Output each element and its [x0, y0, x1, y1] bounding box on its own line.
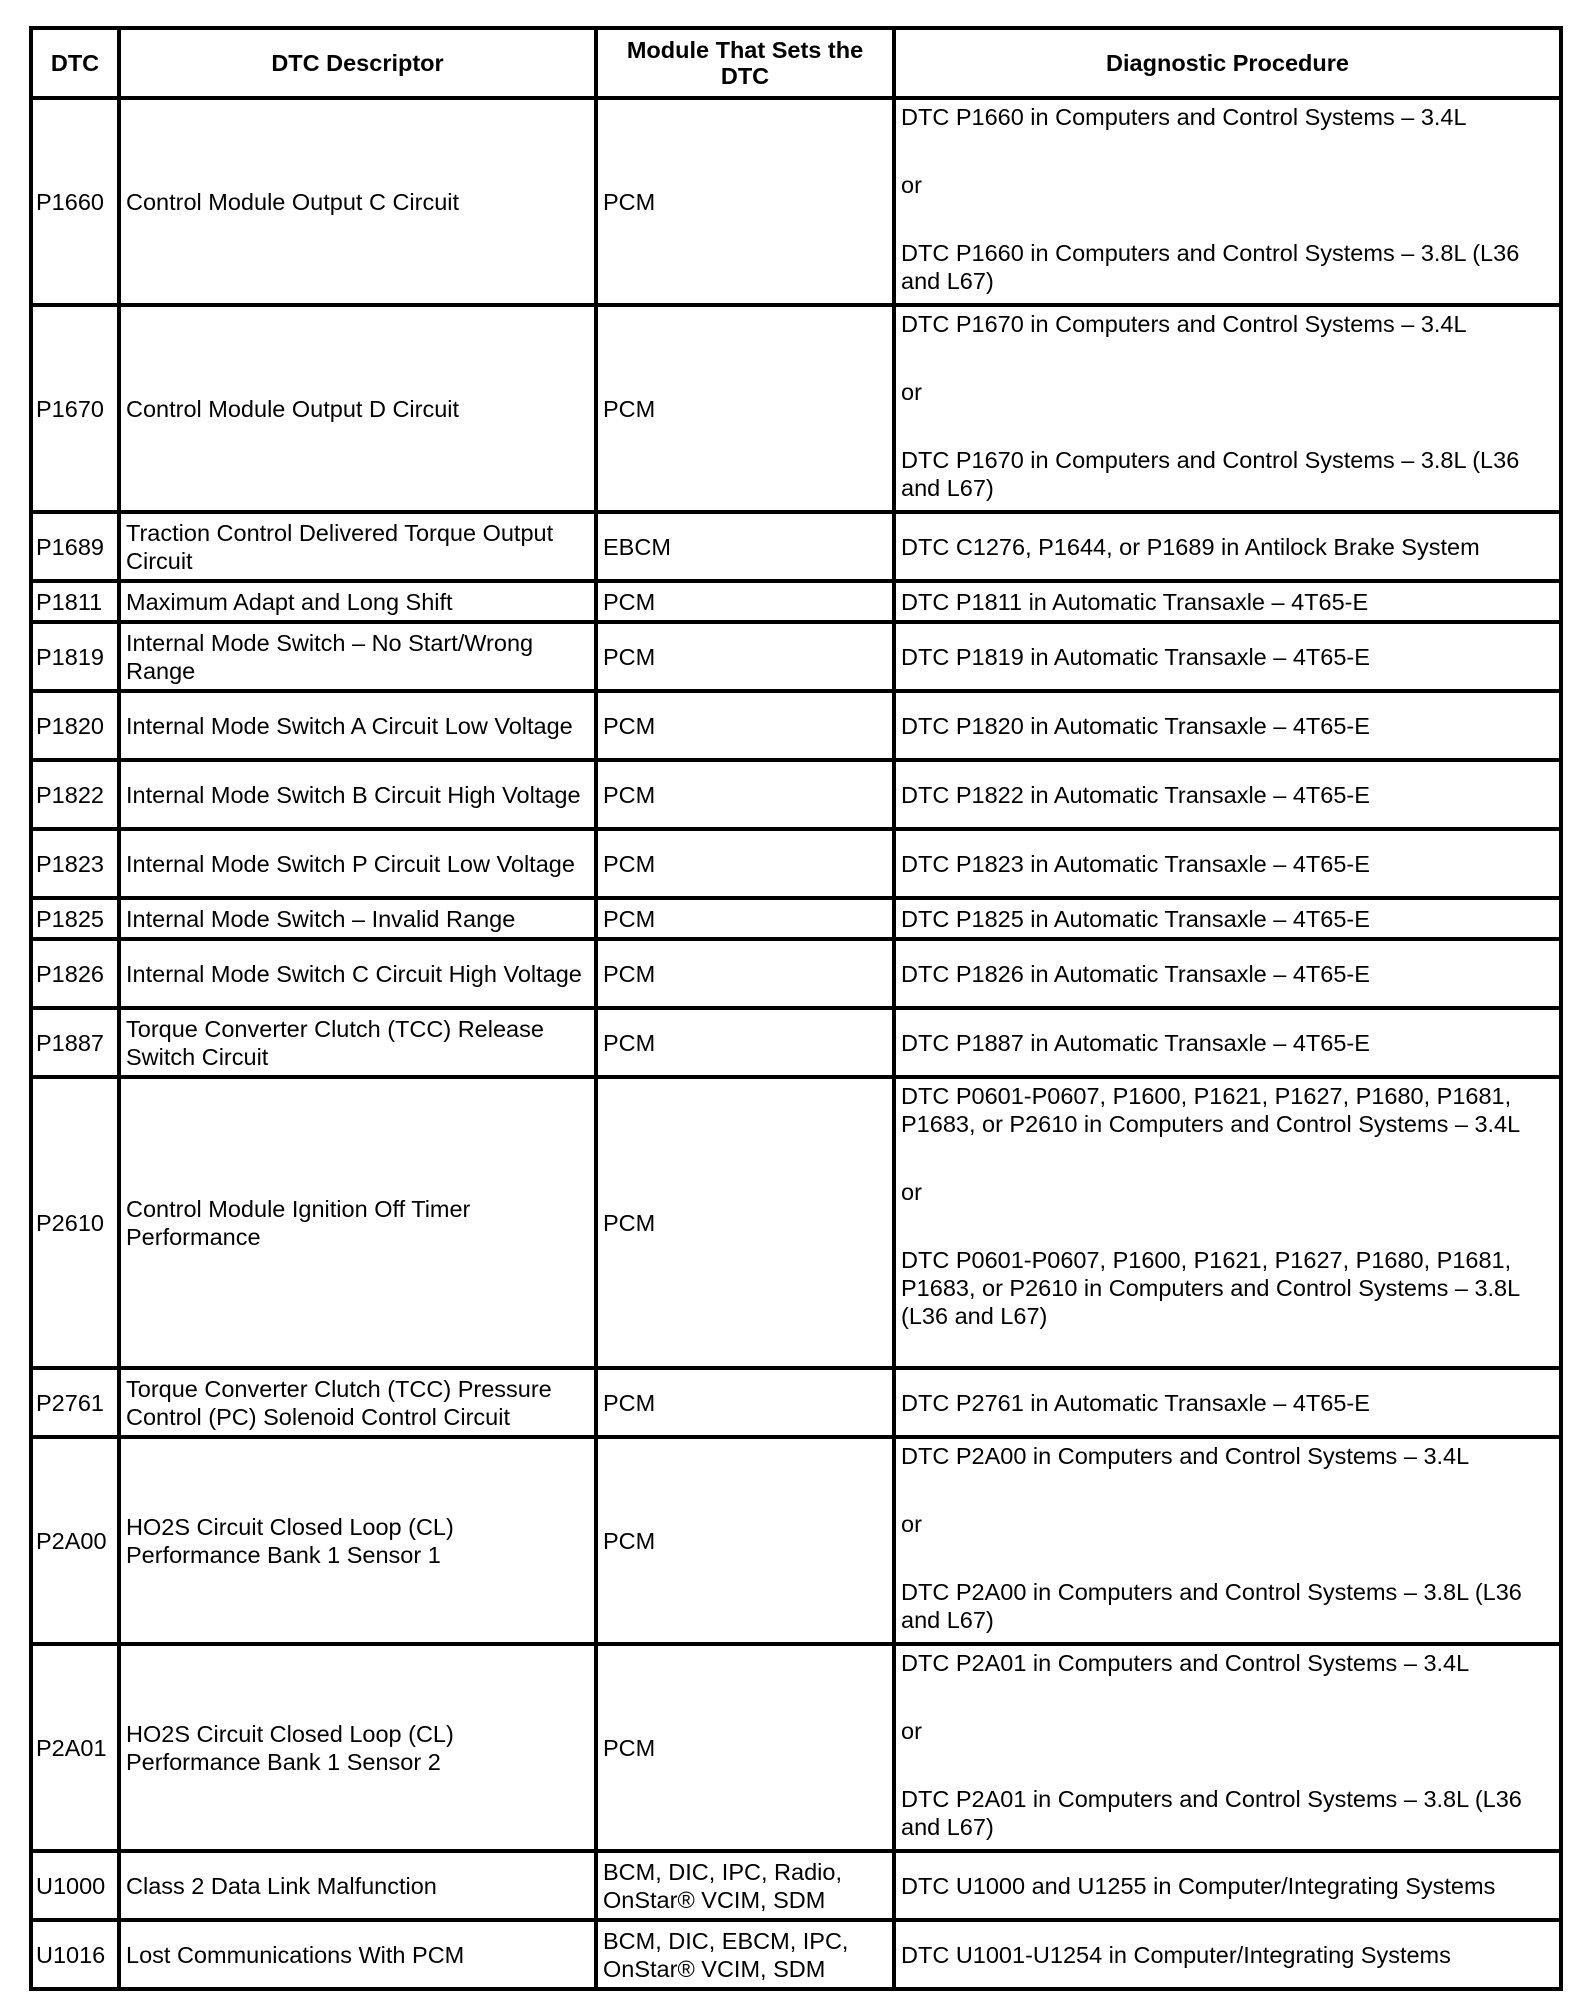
module-cell: PCM	[596, 829, 894, 898]
table-row	[31, 898, 1561, 939]
dtc-descriptor-cell: Control Module Output C Circuit	[119, 98, 596, 305]
table-row	[31, 1077, 1561, 1368]
header-dtc: DTC	[31, 28, 119, 98]
module-cell: PCM	[596, 1008, 894, 1077]
table-row	[31, 1008, 1561, 1077]
dtc-descriptor-cell: Internal Mode Switch – No Start/Wrong Range	[119, 622, 596, 691]
table-row	[31, 829, 1561, 898]
procedure-spacer	[901, 1677, 1554, 1717]
procedure-link-text[interactable]: DTC U1001-U1254 in Computer/Integrating Systems	[901, 1941, 1451, 1968]
module-cell: PCM	[596, 691, 894, 760]
procedure-or-separator: or	[901, 1511, 922, 1537]
procedure-or-separator: or	[901, 1179, 922, 1205]
procedure-link-text[interactable]: DTC P1820 in Automatic Transaxle – 4T65-E	[901, 712, 1370, 739]
procedure-link-text[interactable]: DTC P1811 in Automatic Transaxle – 4T65-E	[901, 588, 1369, 615]
procedure-spacer	[901, 1138, 1554, 1178]
procedure-link-text[interactable]: DTC P1887 in Automatic Transaxle – 4T65-E	[901, 1029, 1370, 1056]
table-row	[31, 939, 1561, 1008]
procedure-link-text[interactable]: DTC C1276, P1644, or P1689 in Antilock Brake System	[901, 533, 1480, 560]
procedure-link-text[interactable]: DTC P2A00 in Computers and Control Systems – 3.4L	[901, 1443, 1470, 1469]
dtc-code-cell: P2761	[31, 1368, 119, 1437]
dtc-code-cell: P1820	[31, 691, 119, 760]
procedure-link-text[interactable]: DTC P1819 in Automatic Transaxle – 4T65-E	[901, 643, 1370, 670]
header-module: Module That Sets the DTC	[596, 28, 894, 98]
procedure-or-separator: or	[901, 172, 922, 198]
procedure-link-text[interactable]: DTC P1660 in Computers and Control Systems – 3.4L	[901, 104, 1467, 130]
dtc-code-cell: P1670	[31, 305, 119, 512]
dtc-code-cell: P1811	[31, 581, 119, 622]
module-cell: PCM	[596, 1644, 894, 1851]
table-row	[31, 1644, 1561, 1851]
procedure-link-text[interactable]: DTC P2A01 in Computers and Control Systems – 3.4L	[901, 1650, 1470, 1676]
procedure-link-text[interactable]: DTC P1822 in Automatic Transaxle – 4T65-E	[901, 781, 1370, 808]
diagnostic-procedure-cell	[894, 98, 1561, 305]
dtc-descriptor-cell: Internal Mode Switch – Invalid Range	[119, 898, 596, 939]
diagnostic-procedure-cell	[894, 939, 1561, 1008]
diagnostic-procedure-cell	[894, 829, 1561, 898]
procedure-link-text[interactable]: DTC P0601-P0607, P1600, P1621, P1627, P1680, P1681, P1683, or P2610 in Computers and Control Systems – 3.4L	[901, 1083, 1521, 1137]
dtc-descriptor-cell: Internal Mode Switch C Circuit High Voltage	[119, 939, 596, 1008]
header-procedure: Diagnostic Procedure	[894, 28, 1561, 98]
dtc-descriptor-cell: Torque Converter Clutch (TCC) Release Switch Circuit	[119, 1008, 596, 1077]
dtc-code-cell: P1887	[31, 1008, 119, 1077]
procedure-link-text[interactable]: DTC P2761 in Automatic Transaxle – 4T65-E	[901, 1389, 1370, 1416]
procedure-link-text[interactable]: DTC P1670 in Computers and Control Systems – 3.8L (L36 and L67)	[901, 447, 1520, 501]
module-cell: PCM	[596, 305, 894, 512]
table-row	[31, 1851, 1561, 1920]
diagnostic-procedure-cell	[894, 1644, 1561, 1851]
dtc-descriptor-cell: Control Module Ignition Off Timer Performance	[119, 1077, 596, 1368]
dtc-descriptor-cell: Internal Mode Switch P Circuit Low Voltage	[119, 829, 596, 898]
table-row	[31, 1368, 1561, 1437]
table-row	[31, 98, 1561, 305]
module-cell: BCM, DIC, IPC, Radio, OnStar® VCIM, SDM	[596, 1851, 894, 1920]
dtc-descriptor-cell: Lost Communications With PCM	[119, 1920, 596, 1989]
procedure-or-separator: or	[901, 379, 922, 405]
diagnostic-procedure-cell	[894, 1008, 1561, 1077]
procedure-link-text[interactable]: DTC P0601-P0607, P1600, P1621, P1627, P1680, P1681, P1683, or P2610 in Computers and Control Systems – 3.8L (L36 and L67)	[901, 1247, 1520, 1329]
table-row	[31, 760, 1561, 829]
table-body	[31, 98, 1561, 1989]
table-row	[31, 622, 1561, 691]
dtc-code-cell: P2A01	[31, 1644, 119, 1851]
module-cell: PCM	[596, 581, 894, 622]
diagnostic-procedure-cell	[894, 1437, 1561, 1644]
module-cell: PCM	[596, 1437, 894, 1644]
diagnostic-procedure-cell	[894, 760, 1561, 829]
procedure-link-text[interactable]: DTC P1826 in Automatic Transaxle – 4T65-E	[901, 960, 1370, 987]
diagnostic-procedure-cell	[894, 1920, 1561, 1989]
module-cell: PCM	[596, 898, 894, 939]
procedure-spacer	[901, 199, 1554, 239]
procedure-link-text[interactable]: DTC P1670 in Computers and Control Systems – 3.4L	[901, 311, 1467, 337]
module-cell: PCM	[596, 98, 894, 305]
diagnostic-procedure-cell	[894, 581, 1561, 622]
dtc-code-cell: P1819	[31, 622, 119, 691]
table-header	[31, 28, 1561, 98]
dtc-code-cell: P1822	[31, 760, 119, 829]
module-cell: BCM, DIC, EBCM, IPC, OnStar® VCIM, SDM	[596, 1920, 894, 1989]
dtc-descriptor-cell: Class 2 Data Link Malfunction	[119, 1851, 596, 1920]
dtc-code-cell: U1000	[31, 1851, 119, 1920]
module-cell: PCM	[596, 939, 894, 1008]
module-cell: PCM	[596, 622, 894, 691]
diagnostic-procedure-cell	[894, 1851, 1561, 1920]
diagnostic-procedure-cell	[894, 622, 1561, 691]
dtc-code-cell: P2A00	[31, 1437, 119, 1644]
dtc-descriptor-cell: Traction Control Delivered Torque Output Circuit	[119, 512, 596, 581]
dtc-code-cell: P1823	[31, 829, 119, 898]
procedure-link-text[interactable]: DTC P1660 in Computers and Control Systems – 3.8L (L36 and L67)	[901, 240, 1520, 294]
table-row	[31, 691, 1561, 760]
diagnostic-procedure-cell	[894, 1368, 1561, 1437]
procedure-link-text[interactable]: DTC P1823 in Automatic Transaxle – 4T65-E	[901, 850, 1370, 877]
dtc-descriptor-cell: Internal Mode Switch A Circuit Low Voltage	[119, 691, 596, 760]
module-cell: PCM	[596, 1368, 894, 1437]
diagnostic-procedure-cell	[894, 512, 1561, 581]
dtc-code-cell: U1016	[31, 1920, 119, 1989]
dtc-descriptor-cell: Maximum Adapt and Long Shift	[119, 581, 596, 622]
procedure-link-text[interactable]: DTC U1000 and U1255 in Computer/Integrating Systems	[901, 1872, 1496, 1899]
procedure-link-text[interactable]: DTC P2A01 in Computers and Control Systems – 3.8L (L36 and L67)	[901, 1786, 1522, 1840]
module-cell: PCM	[596, 760, 894, 829]
procedure-or-separator: or	[901, 1718, 922, 1744]
dtc-descriptor-cell: Control Module Output D Circuit	[119, 305, 596, 512]
dtc-code-cell: P1689	[31, 512, 119, 581]
diagnostic-procedure-cell	[894, 691, 1561, 760]
procedure-spacer	[901, 406, 1554, 446]
module-cell: EBCM	[596, 512, 894, 581]
procedure-spacer	[901, 338, 1554, 378]
dtc-code-cell: P1660	[31, 98, 119, 305]
table-row	[31, 512, 1561, 581]
procedure-spacer	[901, 131, 1554, 171]
diagnostic-procedure-cell	[894, 1077, 1561, 1368]
dtc-sheet	[29, 26, 1559, 1991]
procedure-spacer	[901, 1206, 1554, 1246]
procedure-spacer	[901, 1470, 1554, 1510]
module-cell: PCM	[596, 1077, 894, 1368]
dtc-descriptor-cell: HO2S Circuit Closed Loop (CL) Performance Bank 1 Sensor 2	[119, 1644, 596, 1851]
dtc-descriptor-cell: Internal Mode Switch B Circuit High Voltage	[119, 760, 596, 829]
dtc-descriptor-cell: Torque Converter Clutch (TCC) Pressure Control (PC) Solenoid Control Circuit	[119, 1368, 596, 1437]
diagnostic-procedure-cell	[894, 898, 1561, 939]
header-descriptor: DTC Descriptor	[119, 28, 596, 98]
dtc-code-cell: P1826	[31, 939, 119, 1008]
diagnostic-procedure-cell	[894, 305, 1561, 512]
table-row	[31, 1437, 1561, 1644]
table-row	[31, 581, 1561, 622]
procedure-link-text[interactable]: DTC P1825 in Automatic Transaxle – 4T65-E	[901, 905, 1370, 932]
dtc-code-cell: P2610	[31, 1077, 119, 1368]
dtc-code-cell: P1825	[31, 898, 119, 939]
procedure-link-text[interactable]: DTC P2A00 in Computers and Control Systems – 3.8L (L36 and L67)	[901, 1579, 1522, 1633]
procedure-spacer	[901, 1538, 1554, 1578]
table-row	[31, 1920, 1561, 1989]
dtc-table	[29, 26, 1563, 1991]
procedure-spacer	[901, 1745, 1554, 1785]
dtc-descriptor-cell: HO2S Circuit Closed Loop (CL) Performance Bank 1 Sensor 1	[119, 1437, 596, 1644]
table-row	[31, 305, 1561, 512]
header-row	[31, 28, 1561, 98]
